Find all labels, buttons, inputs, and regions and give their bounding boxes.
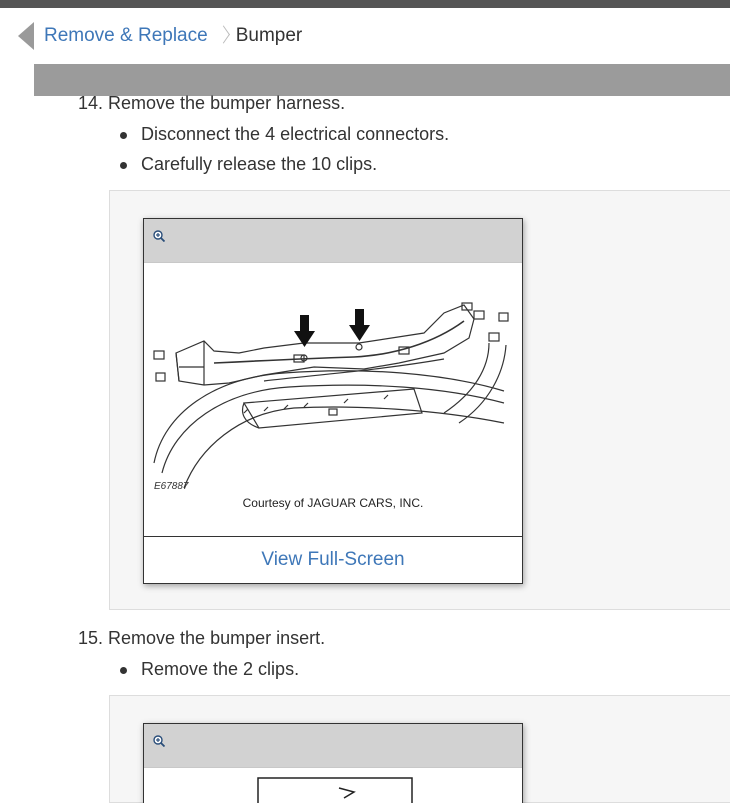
bumper-insert-drawing: [144, 768, 522, 803]
image-code: E67887: [154, 481, 189, 492]
figure-panel: [109, 695, 730, 803]
breadcrumb-link-parent[interactable]: Remove & Replace: [44, 25, 208, 46]
zoom-in-icon[interactable]: [153, 230, 165, 242]
bullet-dot: [120, 667, 127, 674]
zoom-in-icon[interactable]: [153, 735, 165, 747]
breadcrumb: [0, 8, 730, 64]
figure-image[interactable]: [144, 768, 522, 803]
list-item-text: Remove the 2 clips.: [141, 659, 300, 679]
figure-caption: Courtesy of JAGUAR CARS, INC.: [144, 493, 522, 537]
back-arrow-icon[interactable]: [18, 22, 34, 50]
figure-image[interactable]: [144, 263, 522, 493]
view-full-screen-link[interactable]: View Full-Screen: [261, 549, 405, 570]
list-item: [120, 124, 449, 145]
step-14-label: 14. Remove the bumper harness.: [78, 93, 346, 113]
bumper-harness-drawing: [144, 263, 522, 493]
figure-panel: [109, 190, 730, 610]
section-header-bar: [34, 64, 730, 96]
breadcrumb-separator-icon: [218, 25, 228, 47]
list-item: [120, 659, 299, 680]
bullet-dot: [120, 132, 127, 139]
list-item-text: Carefully release the 10 clips.: [141, 154, 378, 174]
figure-card: [143, 218, 523, 584]
top-bar: [0, 0, 730, 8]
step-15-label: 15. Remove the bumper insert.: [78, 628, 326, 648]
figure-header: [144, 724, 522, 768]
breadcrumb-current: Bumper: [235, 25, 303, 46]
bullet-dot: [120, 162, 127, 169]
figure-card: [143, 723, 523, 803]
list-item-text: Disconnect the 4 electrical connectors.: [141, 124, 450, 144]
figure-header: [144, 219, 522, 263]
list-item: [120, 154, 377, 175]
